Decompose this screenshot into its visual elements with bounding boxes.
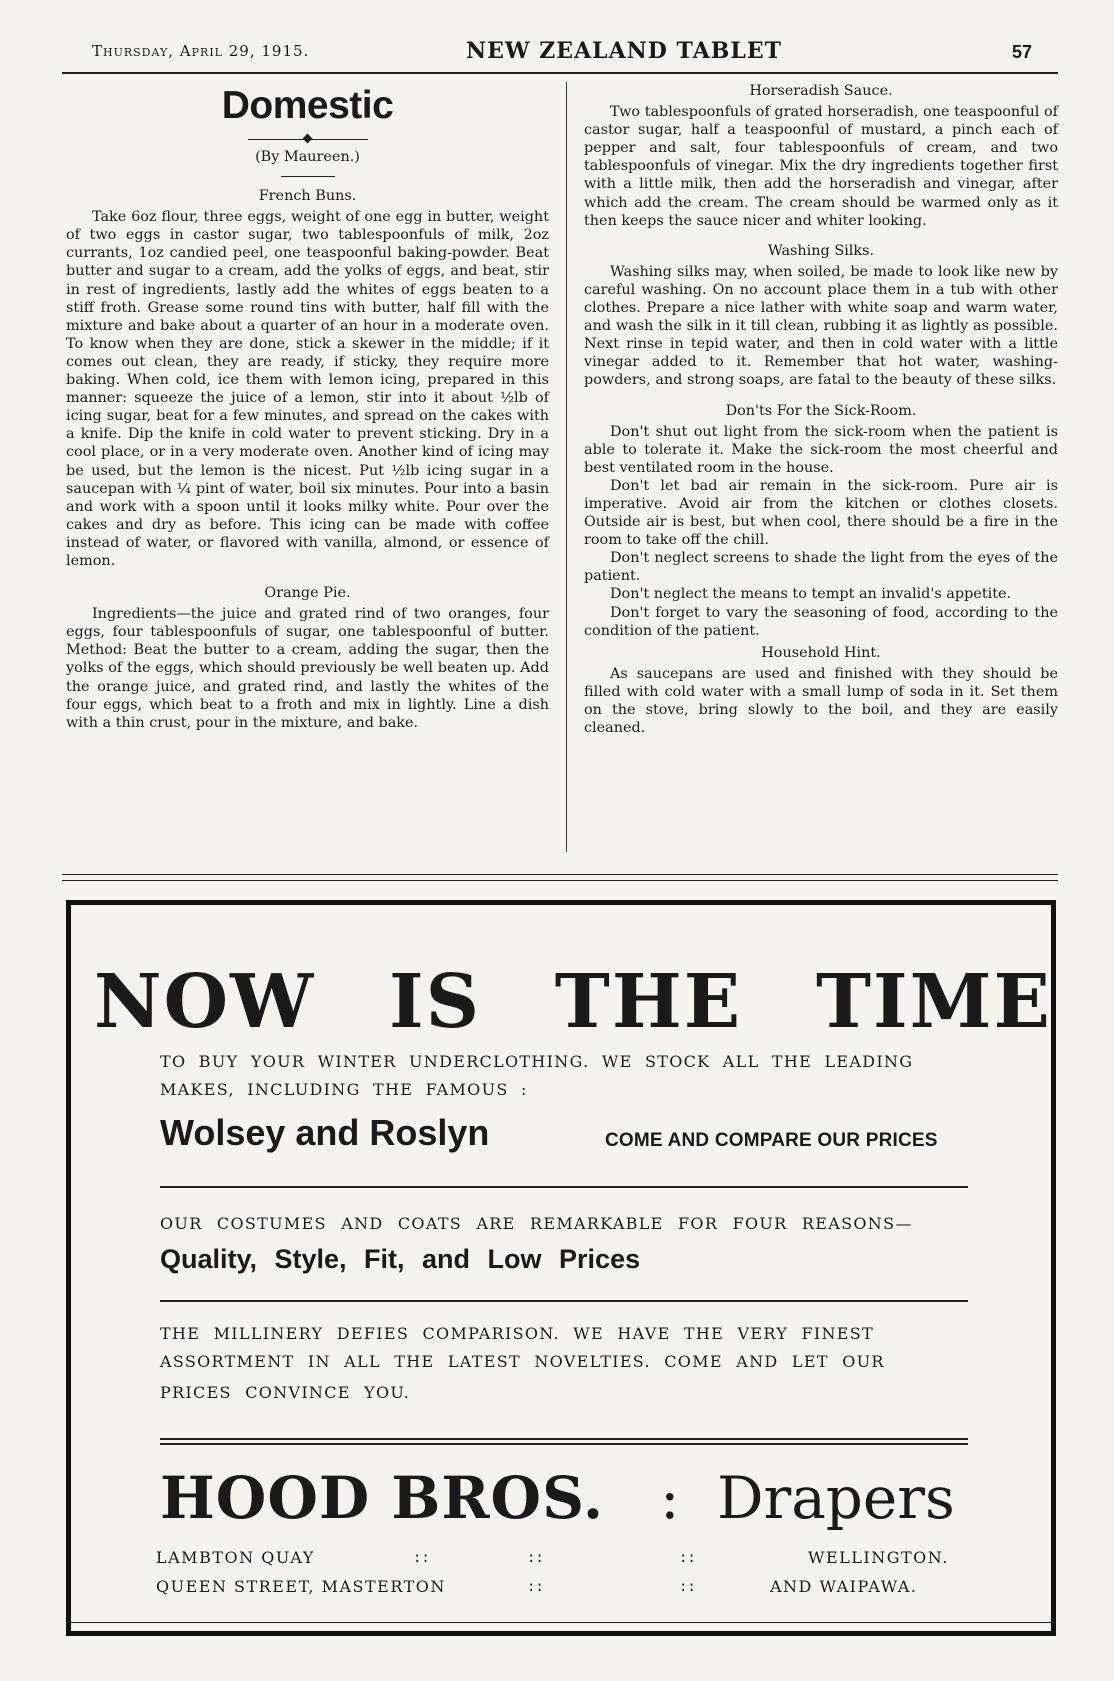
ornament-divider [248, 132, 368, 146]
address-masterton: QUEEN STREET, MASTERTON [156, 1577, 446, 1596]
costumes-line: OUR COSTUMES AND COATS ARE REMARKABLE FOR FOUR REASONS— [160, 1214, 913, 1233]
company-name: HOOD BROS. [160, 1464, 605, 1532]
recipe-paragraph: Two tablespoonfuls of grated horseradish, one teaspoonful of castor sugar, half a teaspoonful of mustard, a pinch each of pepper and salt, four tablespoonfuls of cream, and two tablespoonfuls of vinegar. Mix the dry ingredients together first with a little milk, then add the horseradish and vinegar, after which add the cream. The cream should be warmed only as it then keeps the sauce nicer and whiter looking. [584, 104, 1058, 229]
recipe-paragraph: Washing silks may, when soiled, be made to look like new by careful washing. On no account place them in a tub with other clothes. Prepare a nice lather with white soap and warm water, and wash the silk in it till clean, rubbing it as lightly as possible. Next rinse in tepid water, and then in cold water with a little vinegar added to it. Remember that hot water, washing-powders, and strong soaps, are fatal to the beauty of these silks. [584, 263, 1058, 389]
recipe-paragraph: Ingredients—the juice and grated rind of two oranges, four eggs, four tablespoonfuls of sugar, one tablespoonful of butter. Method: Beat the butter to a cream, adding the sugar, then the yolks of the eggs, which should previously be well beaten up. Add the orange juice, and grated rind, and lastly the whites of the four eggs, which beat to a froth and mix in lightly. Line a dish with a thin crust, pour in the mixture, and bake. [66, 606, 549, 731]
domestic-left-column [66, 82, 549, 732]
tip-paragraph: Don't neglect screens to shade the light from the eyes of the patient. [584, 550, 1058, 585]
recipe-paragraph: Take 6oz flour, three eggs, weight of one egg in butter, weight of two eggs in castor sugar, two tablespoonfuls of milk, 2oz currants, 1oz candied peel, one teaspoonful baking-powder. Beat butter and sugar to a cream, add the yolks of eggs, and beat, stir in rest of ingredients, lastly add the whites of eggs beaten to a stiff froth. Grease some round tins with butter, half fill with the mixture and bake about a quarter of an hour in a moderate oven. To know when they are done, stick a skewer in the middle; if it comes out clean, they are ready, if sticky, they require more baking. When cold, ice them with lemon icing, prepared in this manner: squeeze the juice of a lemon, stir into it about ½lb of icing sugar, beat for a few minutes, and spread on the cakes with a knife. Dip the knife in cold water to prevent sticking. Dry in a cool place, or in a very moderate oven. Another kind of icing may be used, but the lemon is the nicest. Put ½lb icing sugar in a saucepan with ¼ pint of water, boil six minutes. Pour into a basin and work with a spoon until it looks milky white. Pour over the cakes and dry as before. This icing can be made with coffee instead of water, or flavored with vanilla, almond, or essence of lemon. [66, 209, 549, 569]
section-separator [62, 874, 1058, 881]
advert-rule [160, 1438, 968, 1440]
advert-rule [160, 1443, 968, 1445]
address-wellington: WELLINGTON. [808, 1548, 949, 1567]
domestic-right-column [584, 82, 1058, 737]
recipe-heading: Washing Silks. [767, 242, 875, 259]
millinery-line: PRICES CONVINCE YOU. [160, 1383, 411, 1402]
address-separator: :: [413, 1550, 430, 1566]
publication-title: NEW ZEALAND TABLET [466, 38, 782, 64]
address-separator: :: [679, 1550, 696, 1566]
tip-paragraph: Don't shut out light from the sick-room when the patient is able to tolerate it. Make the sick-room the most cheerful and best ventilated room in the house. [584, 423, 1058, 476]
advert-bottom-rule [66, 1622, 1056, 1625]
advert-intro-line: TO BUY YOUR WINTER UNDERCLOTHING. WE STOCK ALL THE LEADING [160, 1052, 914, 1071]
address-waipawa: AND WAIPAWA. [770, 1577, 918, 1596]
company-colon: : [660, 1464, 681, 1532]
issue-date: Thursday, April 29, 1915. [92, 42, 310, 60]
address-separator: :: [527, 1550, 544, 1566]
brand-names: Wolsey and Roslyn [160, 1112, 490, 1153]
short-rule [281, 176, 335, 177]
address-lambton: LAMBTON QUAY [156, 1548, 315, 1567]
advert-intro-line: MAKES, INCLUDING THE FAMOUS : [160, 1080, 528, 1099]
page-header [62, 38, 1058, 74]
tip-paragraph: Don't let bad air remain in the sick-room. Pure air is imperative. Avoid air from the kitchen or clothes closets. Outside air is best, but when cool, there should be a fire in the room to take off the chill. [584, 477, 1058, 549]
recipe-heading: Don'ts For the Sick-Room. [725, 402, 917, 419]
address-separator: :: [527, 1579, 544, 1595]
tip-paragraph: Don't neglect the means to tempt an invalid's appetite. [610, 586, 1012, 603]
recipe-heading: Household Hint. [761, 644, 881, 661]
compare-prices: COME AND COMPARE OUR PRICES [605, 1130, 938, 1151]
tip-paragraph: Don't forget to vary the seasoning of food, according to the condition of the patient. [584, 604, 1058, 639]
qualities-line: Quality, Style, Fit, and Low Prices [160, 1244, 641, 1274]
millinery-line: ASSORTMENT IN ALL THE LATEST NOVELTIES. COME AND LET OUR [160, 1352, 885, 1371]
column-divider [566, 82, 567, 852]
page-number: 57 [1011, 42, 1032, 62]
tip-paragraph: As saucepans are used and finished with they should be filled with cold water with a small lump of soda in it. Set them on the stove, bring slowly to the boil, and they are easily cleaned. [584, 665, 1058, 737]
trade-name: Drapers [717, 1464, 955, 1532]
advert-headline: NOW IS THE TIME [94, 959, 1052, 1045]
recipe-heading: French Buns. [258, 188, 357, 205]
advert-rule [160, 1186, 968, 1188]
millinery-line: THE MILLINERY DEFIES COMPARISON. WE HAVE THE VERY FINEST [160, 1324, 874, 1343]
recipe-heading: Orange Pie. [264, 585, 351, 602]
recipe-heading: Horseradish Sauce. [749, 83, 893, 99]
byline: (By Maureen.) [255, 149, 360, 165]
address-separator: :: [679, 1579, 696, 1595]
advert-rule [160, 1300, 968, 1302]
section-title: Domestic [221, 84, 394, 127]
